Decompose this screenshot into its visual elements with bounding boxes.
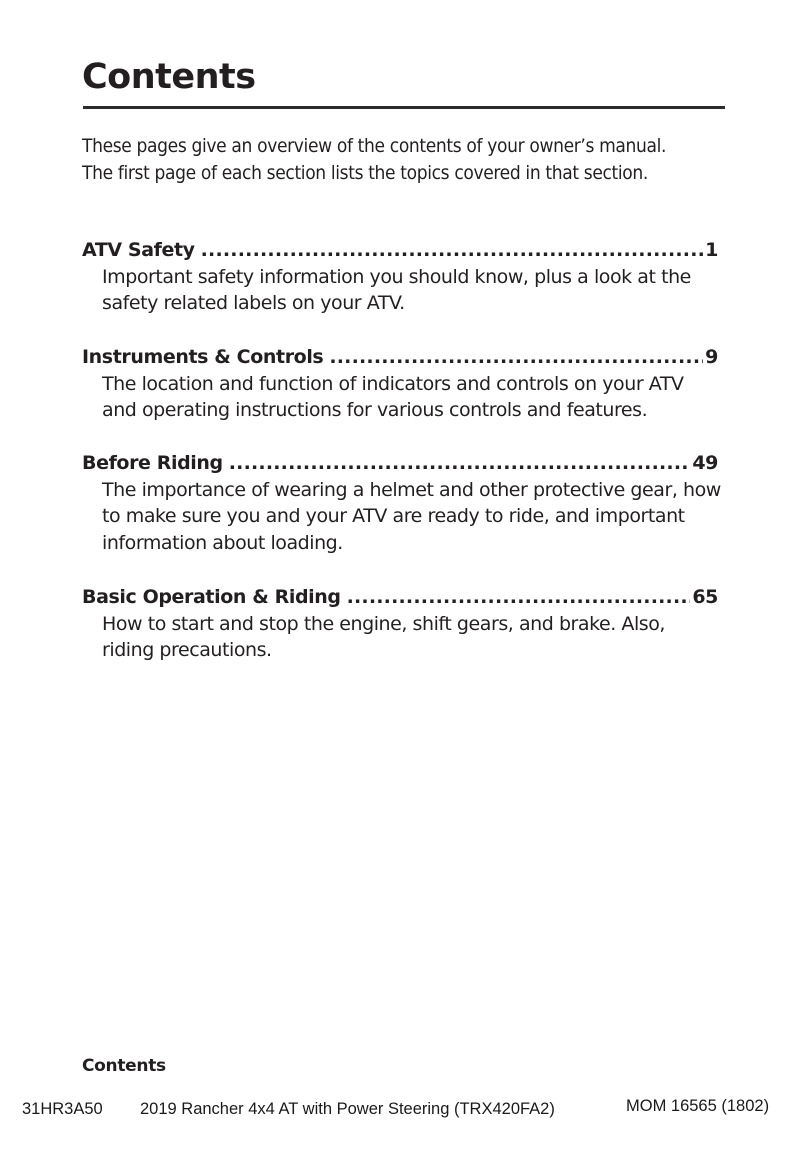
dot-leader	[329, 344, 703, 371]
intro-line-1: These pages give an overview of the contents of your owner’s manual.	[82, 135, 667, 157]
footer-manual-id: MOM 16565 (1802)	[626, 1097, 770, 1115]
toc-entry-atv-safety[interactable]	[82, 237, 718, 317]
footer-section-label: Contents	[82, 1056, 166, 1076]
intro-line-2: The first page of each section lists the topics covered in that section.	[82, 161, 648, 184]
toc-heading[interactable]	[82, 344, 718, 371]
toc-title[interactable]: Before Riding	[82, 452, 223, 474]
toc-page-number[interactable]: 65	[692, 586, 718, 608]
page-title: Contents	[82, 57, 256, 97]
dot-leader	[229, 450, 691, 477]
toc-page-number[interactable]: 49	[692, 452, 718, 474]
toc-description: Important safety information you should know, plus a look at the safety related labels on your ATV.	[102, 265, 691, 314]
toc-title[interactable]: Basic Operation & Riding	[82, 586, 341, 608]
title-divider	[83, 106, 725, 109]
toc-title[interactable]: Instruments & Controls	[82, 346, 324, 368]
toc-description: The location and function of indicators and controls on your ATV and operating instructions for various controls and features.	[102, 372, 684, 421]
dot-leader	[347, 584, 691, 611]
toc-entry-basic-operation[interactable]	[82, 584, 718, 664]
toc-entry-instruments-controls[interactable]	[82, 344, 718, 424]
toc-title[interactable]: ATV Safety	[82, 239, 195, 261]
toc-heading[interactable]	[82, 450, 718, 477]
toc-page-number[interactable]: 9	[705, 346, 718, 368]
toc-page-number[interactable]: 1	[705, 239, 718, 261]
toc-heading[interactable]	[82, 237, 718, 264]
toc-entry-before-riding[interactable]	[82, 450, 721, 556]
footer-model: 2019 Rancher 4x4 AT with Power Steering (TRX420FA2)	[140, 1100, 555, 1118]
intro-text	[82, 133, 732, 186]
dot-leader	[201, 237, 704, 264]
toc-description: The importance of wearing a helmet and other protective gear, how to make sure you and your ATV are ready to ride, and important information about loading.	[102, 478, 721, 554]
toc-description: How to start and stop the engine, shift gears, and brake. Also, riding precautions.	[102, 612, 665, 661]
footer-code: 31HR3A50	[22, 1100, 103, 1118]
toc-heading[interactable]	[82, 584, 718, 611]
